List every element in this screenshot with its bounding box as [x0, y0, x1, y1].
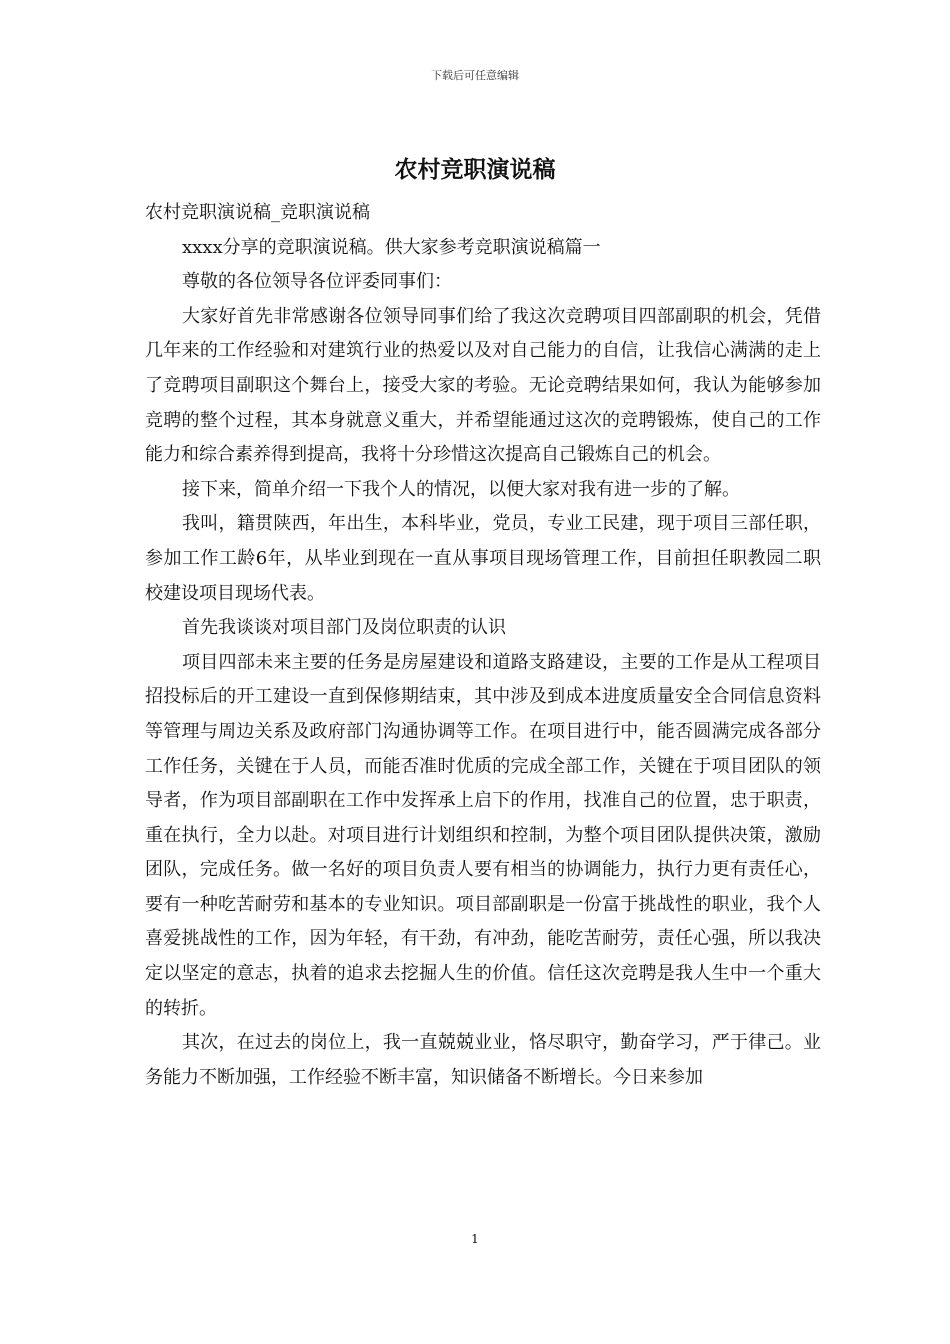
document-title: 农村竞职演说稿	[394, 156, 556, 183]
page-number: 1	[471, 1232, 479, 1246]
paragraph: 我叫，籍贯陕西，年出生，本科毕业，党员，专业工民建，现于项目三部任职，参加工作工龄6年，从毕业到现在一直从事项目现场管理工作，目前担任职教园二职校建设项目现场代表。	[145, 513, 821, 604]
header-note: 下载后可任意编辑	[431, 69, 519, 82]
paragraph: xxxx分享的竞职演说稿。供大家参考竞职演说稿篇一	[182, 236, 601, 258]
section-heading: 首先我谈谈对项目部门及岗位职责的认识	[182, 617, 506, 639]
paragraph: 接下来，简单介绍一下我个人的情况，以便大家对我有进一步的了解。	[182, 478, 740, 500]
paragraph: 项目四部未来主要的任务是房屋建设和道路支路建设，主要的工作是从工程项目招投标后的开工建设一直到保修期结束，其中涉及到成本进度质量安全合同信息资料等管理与周边关系及政府部门沟通协调等工作。在项目进行中，能否圆满完成各部分工作任务，关键在于人员，而能否准时优质的完成全部工作，关键在于项目团队的领导者，作为项目部副职在工作中发挥承上启下的作用，找准自己的位置，忠于职责，重在执行，全力以赴。对项目进行计划组织和控制，为整个项目团队提供决策，激励团队，完成任务。做一名好的项目负责人要有相当的协调能力，执行力更有责任心，要有一种吃苦耐劳和基本的专业知识。项目部副职是一份富于挑战性的职业，我个人喜爱挑战性的工作，因为年轻，有干劲，有冲劲，能吃苦耐劳，责任心强，所以我决定以坚定的意志，执着的追求去挖掘人生的价值。信任这次竞聘是我人生中一个重大的转折。	[145, 651, 821, 1019]
subtitle-line: 农村竞职演说稿_竞职演说稿	[145, 202, 370, 223]
document-body	[145, 196, 821, 1095]
paragraph: 其次，在过去的岗位上，我一直兢兢业业，恪尽职守，勤奋学习，严于律己。业务能力不断加强，工作经验不断丰富，知识储备不断增长。今日来参加	[145, 1032, 821, 1088]
paragraph: 大家好首先非常感谢各位领导同事们给了我这次竞聘项目四部副职的机会，凭借几年来的工作经验和对建筑行业的热爱以及对自己能力的自信，让我信心满满的走上了竞聘项目副职这个舞台上，接受大家的考验。无论竞聘结果如何，我认为能够参加竞聘的整个过程，其本身就意义重大，并希望能通过这次的竞聘锻炼，使自己的工作能力和综合素养得到提高，我将十分珍惜这次提高自己锻炼自己的机会。	[145, 305, 821, 466]
salutation: 尊敬的各位领导各位评委同事们：	[182, 271, 452, 293]
